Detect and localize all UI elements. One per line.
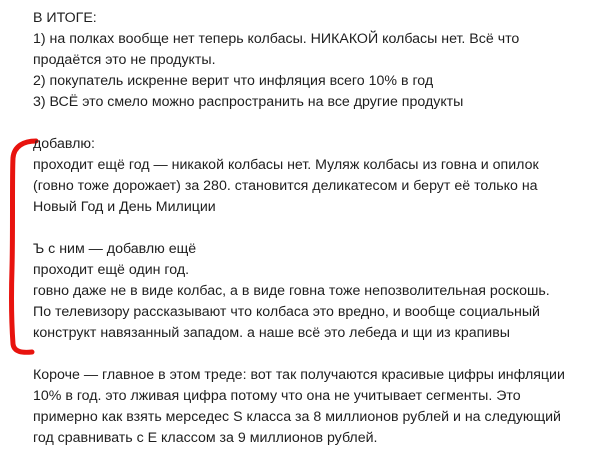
- conclusion-line-4: год сравнивать с Е классом за 9 миллионов рублей.: [33, 430, 378, 446]
- summary-item-2: 2) покупатель искренне верит что инфляция всего 10% в год: [33, 73, 434, 89]
- addition-2-line-4: конструкт навязанный западом. а наше всё это лебеда и щи из крапивы: [33, 325, 510, 341]
- summary-item-1-line-2: продаётся это не продукты.: [33, 52, 216, 68]
- paragraph-gap: [33, 344, 603, 365]
- paragraph-gap: [33, 218, 603, 239]
- conclusion-line-1: Короче — главное в этом треде: вот так получаются красивые цифры инфляции: [33, 367, 565, 383]
- conclusion-line-2: 10% в год. это лживая цифра потому что она не учитывает сегменты. Это: [33, 388, 521, 404]
- conclusion-line-3: примерно как взять мерседес S класса за 8 миллионов рублей и на следующий: [33, 409, 561, 425]
- conclusion-section: [33, 365, 603, 449]
- forum-post-text: [33, 8, 603, 449]
- addition-2-line-1: проходит ещё один год.: [33, 262, 190, 278]
- addition-1-line-3: Новый Год и День Милиции: [33, 199, 216, 215]
- summary-section: [33, 8, 603, 113]
- paragraph-gap: [33, 113, 603, 134]
- addition-section-2: [33, 239, 603, 344]
- summary-item-3: 3) ВСЁ это смело можно распространить на все другие продукты: [33, 94, 464, 110]
- summary-heading: В ИТОГЕ:: [33, 10, 97, 26]
- addition-1-line-1: проходит ещё год — никакой колбасы нет. Муляж колбасы из говна и опилок: [33, 157, 539, 173]
- addition-section-1: [33, 134, 603, 218]
- addition-2-line-2: говно даже не в виде колбас, а в виде говна тоже непозволительная роскошь.: [33, 283, 550, 299]
- addition-2-line-3: По телевизору рассказывают что колбаса это вредно, и вообще социальный: [33, 304, 540, 320]
- addition-1-heading: добавлю:: [33, 136, 95, 152]
- addition-1-line-2: (говно тоже дорожает) за 280. становится деликатесом и берут её только на: [33, 178, 538, 194]
- addition-2-heading: Ъ с ним — добавлю ещё: [33, 241, 197, 257]
- summary-item-1-line-1: 1) на полках вообще нет теперь колбасы. НИКАКОЙ колбасы нет. Всё что: [33, 31, 520, 47]
